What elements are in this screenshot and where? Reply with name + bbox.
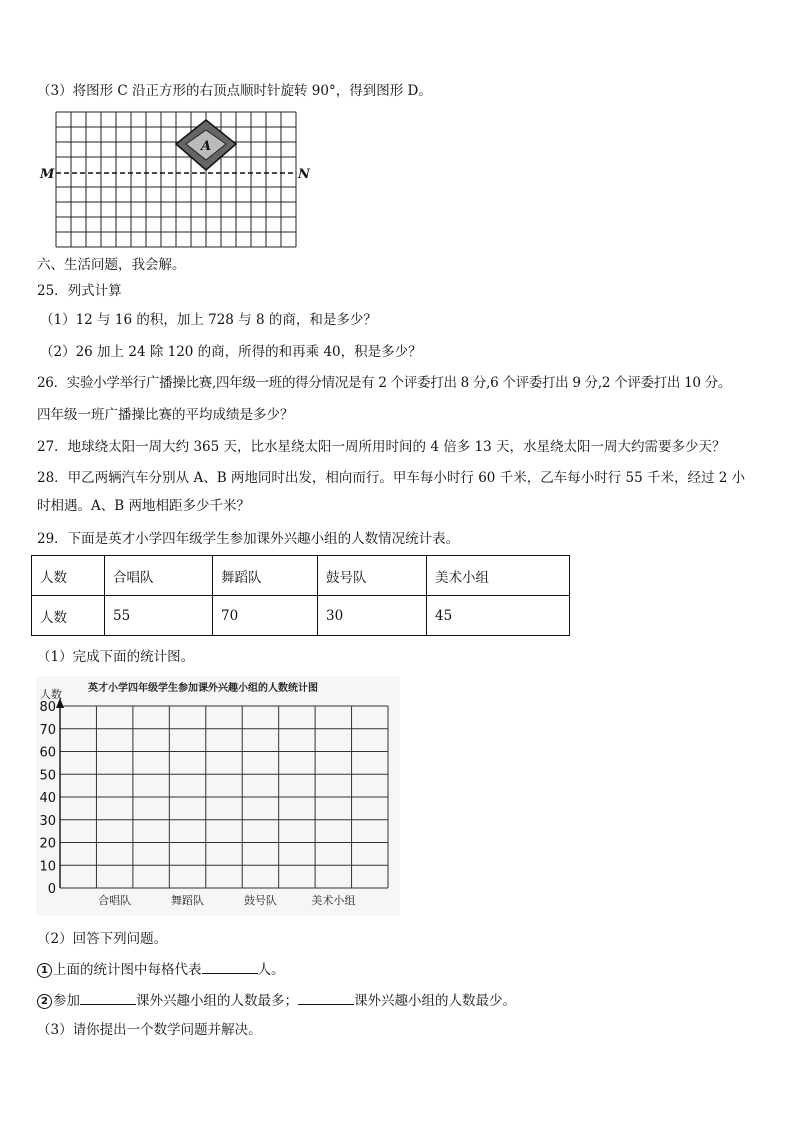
q25-part1: （1）12 与 16 的积，加上 728 与 8 的商，和是多少？: [40, 312, 377, 328]
grid-figure: [36, 108, 316, 250]
stats-table: [31, 555, 570, 636]
x-category-label: 美术小组: [311, 894, 356, 907]
q29-part2: （2）回答下列问题。: [37, 931, 168, 947]
y-tick-label: 30: [39, 813, 56, 829]
label-n: N: [298, 167, 310, 182]
table-cell: 人数: [32, 596, 105, 636]
table-header-row: [32, 556, 570, 596]
y-tick-label: 50: [39, 768, 56, 784]
q28-line2: 时相遇。A、B 两地相距多少千米？: [37, 498, 250, 514]
q28-line1: 28．甲乙两辆汽车分别从 A、B 两地同时出发，相向而行。甲车每小时行 60 千米，乙车每小时行 55 千米，经过 2 小: [37, 470, 746, 486]
q29-part3: （3）请你提出一个数学问题并解决。: [37, 1022, 262, 1038]
table-cell: 30: [318, 596, 427, 636]
number-circle: 2: [37, 994, 52, 1009]
bar-chart: [36, 676, 400, 916]
x-category-label: 舞蹈队: [171, 894, 205, 907]
y-tick-label: 60: [39, 745, 56, 761]
x-category-label: 合唱队: [98, 894, 132, 907]
table-cell: 70: [213, 596, 318, 636]
answer-blank[interactable]: [298, 990, 354, 1005]
table-cell: 鼓号队: [318, 556, 427, 596]
answer-blank[interactable]: [80, 990, 136, 1005]
q29-subq2-text-b: 课外兴趣小组的人数最多；: [136, 993, 298, 1009]
table-cell: 45: [427, 596, 570, 636]
section-6-heading: 六、生活问题，我会解。: [37, 257, 186, 273]
y-tick-label: 80: [39, 700, 56, 715]
y-tick-label: 70: [39, 722, 56, 738]
question-3-rotate: （3）将图形 C 沿正方形的右顶点顺时针旋转 90°，得到图形 D。: [37, 83, 432, 99]
table-row: [32, 596, 570, 636]
table-cell: 美术小组: [427, 556, 570, 596]
y-tick-label: 10: [39, 859, 56, 875]
y-tick-label: 0: [47, 882, 56, 897]
q29-intro: 29．下面是英才小学四年级学生参加课外兴趣小组的人数情况统计表。: [37, 531, 460, 547]
q27: 27．地球绕太阳一周大约 365 天，比水星绕太阳一周所用时间的 4 倍多 13 天，水星绕太阳一周大约需要多少天？: [37, 439, 726, 455]
q26-line2: 四年级一班广播操比赛的平均成绩是多少？: [37, 407, 294, 423]
table-cell: 55: [105, 596, 213, 636]
table-cell: 合唱队: [105, 556, 213, 596]
q26-line1: 26．实验小学举行广播操比赛,四年级一班的得分情况是有 2 个评委打出 8 分,6 个评委打出 9 分,2 个评委打出 10 分。: [37, 375, 732, 391]
q25-part2: （2）26 加上 24 除 120 的商，所得的和再乘 40，积是多少？: [40, 344, 422, 360]
q29-subq2-text-a: 参加: [53, 993, 80, 1009]
number-circle: 1: [37, 963, 52, 978]
q29-part1: （1）完成下面的统计图。: [37, 649, 195, 665]
table-cell: 人数: [32, 556, 105, 596]
x-category-label: 鼓号队: [243, 894, 277, 907]
q29-subq1: [37, 959, 285, 979]
table-cell: 舞蹈队: [213, 556, 318, 596]
answer-blank[interactable]: [202, 959, 258, 974]
q29-subq1-text-b: 人。: [257, 962, 285, 978]
q29-subq1-text-a: 上面的统计图中每格代表: [53, 962, 202, 978]
label-m: M: [40, 167, 55, 182]
y-axis-label: 人数: [40, 688, 62, 701]
q29-subq2: [37, 990, 516, 1010]
shape-a-label: A: [200, 139, 212, 154]
q29-subq2-text-c: 课外兴趣小组的人数最少。: [354, 993, 516, 1009]
y-tick-label: 20: [39, 836, 56, 852]
q25-title: 25．列式计算: [37, 283, 122, 299]
chart-title: 英才小学四年级学生参加课外兴趣小组的人数统计图: [88, 683, 318, 694]
y-tick-label: 40: [39, 791, 56, 806]
